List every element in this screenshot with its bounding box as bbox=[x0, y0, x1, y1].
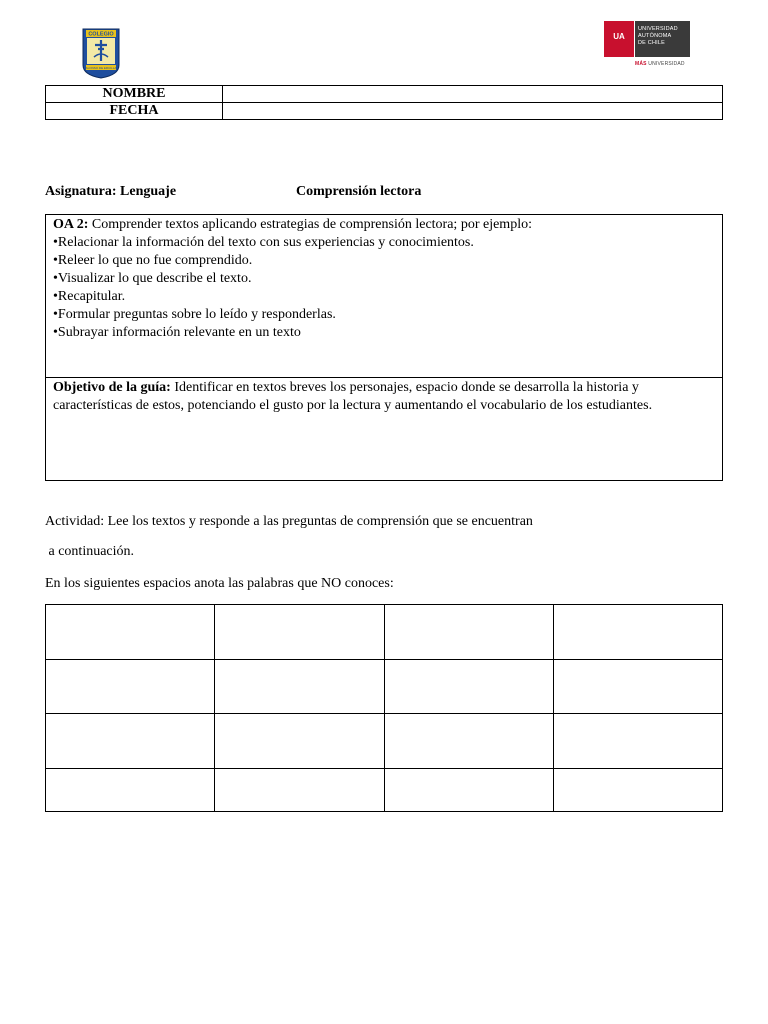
university-name-block bbox=[635, 21, 690, 57]
list-item: • Releer lo que no fue comprendido. bbox=[53, 252, 715, 270]
word-cell[interactable] bbox=[215, 660, 384, 714]
school-crest-icon bbox=[81, 27, 121, 79]
fecha-field[interactable] bbox=[223, 103, 723, 120]
unknown-words-grid bbox=[45, 604, 723, 812]
university-name-line-2: AUTÓNOMA bbox=[638, 33, 672, 39]
oa-label: OA 2: bbox=[53, 217, 89, 232]
table-row bbox=[46, 660, 723, 714]
word-cell[interactable] bbox=[46, 769, 215, 812]
list-item: • Subrayar información relevante en un texto bbox=[53, 324, 715, 342]
university-name-line-3: DE CHILE bbox=[638, 40, 665, 46]
word-cell[interactable] bbox=[46, 714, 215, 769]
nombre-field[interactable] bbox=[223, 86, 723, 103]
list-item: • Formular preguntas sobre lo leído y responderlas. bbox=[53, 306, 715, 324]
word-cell[interactable] bbox=[46, 660, 215, 714]
student-info-table bbox=[45, 85, 723, 120]
guide-objective-label: Objetivo de la guía: bbox=[53, 380, 171, 395]
fecha-label: FECHA bbox=[46, 103, 223, 120]
university-badge bbox=[604, 21, 634, 57]
oa-intro: Comprender textos aplicando estrategias de comprensión lectora; por ejemplo: bbox=[88, 217, 532, 232]
word-cell[interactable] bbox=[215, 605, 384, 660]
list-item: • Recapitular. bbox=[53, 288, 715, 306]
objectives-box bbox=[45, 214, 723, 481]
university-badge-text: UA bbox=[613, 32, 625, 41]
word-cell[interactable] bbox=[553, 605, 722, 660]
nombre-row bbox=[46, 86, 723, 103]
word-cell[interactable] bbox=[553, 660, 722, 714]
word-cell[interactable] bbox=[553, 769, 722, 812]
word-cell[interactable] bbox=[384, 769, 553, 812]
word-cell[interactable] bbox=[384, 660, 553, 714]
nombre-label: NOMBRE bbox=[46, 86, 223, 103]
word-cell[interactable] bbox=[384, 605, 553, 660]
list-item: • Visualizar lo que describe el texto. bbox=[53, 270, 715, 288]
word-cell[interactable] bbox=[215, 769, 384, 812]
university-tagline bbox=[635, 61, 690, 67]
school-logo-bottom-text: ALONSO DE ERCILLA bbox=[85, 66, 117, 70]
fecha-row bbox=[46, 103, 723, 120]
unknown-words-instruction: En los siguientes espacios anota las palabras que NO conoces: bbox=[45, 576, 394, 591]
list-item: • Relacionar la información del texto con sus experiencias y conocimientos. bbox=[53, 234, 715, 252]
guide-objective-text: Identificar en textos breves los personajes, espacio donde se desarrolla la historia y características de estos, potenciando el gusto por la lectura y aumentando el vocabulario de los estudiantes. bbox=[53, 380, 653, 413]
subject-label: Asignatura: Lenguaje bbox=[45, 184, 177, 199]
table-row bbox=[46, 714, 723, 769]
word-cell[interactable] bbox=[384, 714, 553, 769]
activity-instruction-continued: a continuación. bbox=[45, 544, 135, 559]
table-row bbox=[46, 605, 723, 660]
university-tagline-rest: UNIVERSIDAD bbox=[646, 61, 685, 67]
oa-strategy-list bbox=[53, 234, 715, 342]
document-title: Comprensión lectora bbox=[296, 184, 422, 199]
guide-objective-section bbox=[46, 378, 722, 480]
activity-instruction: Actividad: Lee los textos y responde a las preguntas de comprensión que se encuentran bbox=[45, 514, 533, 529]
university-name-line-1: UNIVERSIDAD bbox=[638, 26, 678, 32]
university-logo bbox=[604, 21, 690, 69]
oa-section bbox=[46, 215, 722, 378]
word-cell[interactable] bbox=[553, 714, 722, 769]
table-row bbox=[46, 769, 723, 812]
school-logo bbox=[81, 27, 121, 79]
word-cell[interactable] bbox=[46, 605, 215, 660]
word-cell[interactable] bbox=[215, 714, 384, 769]
university-tagline-bold: MÁS bbox=[635, 61, 647, 67]
school-logo-top-text: COLEGIO bbox=[88, 31, 114, 38]
